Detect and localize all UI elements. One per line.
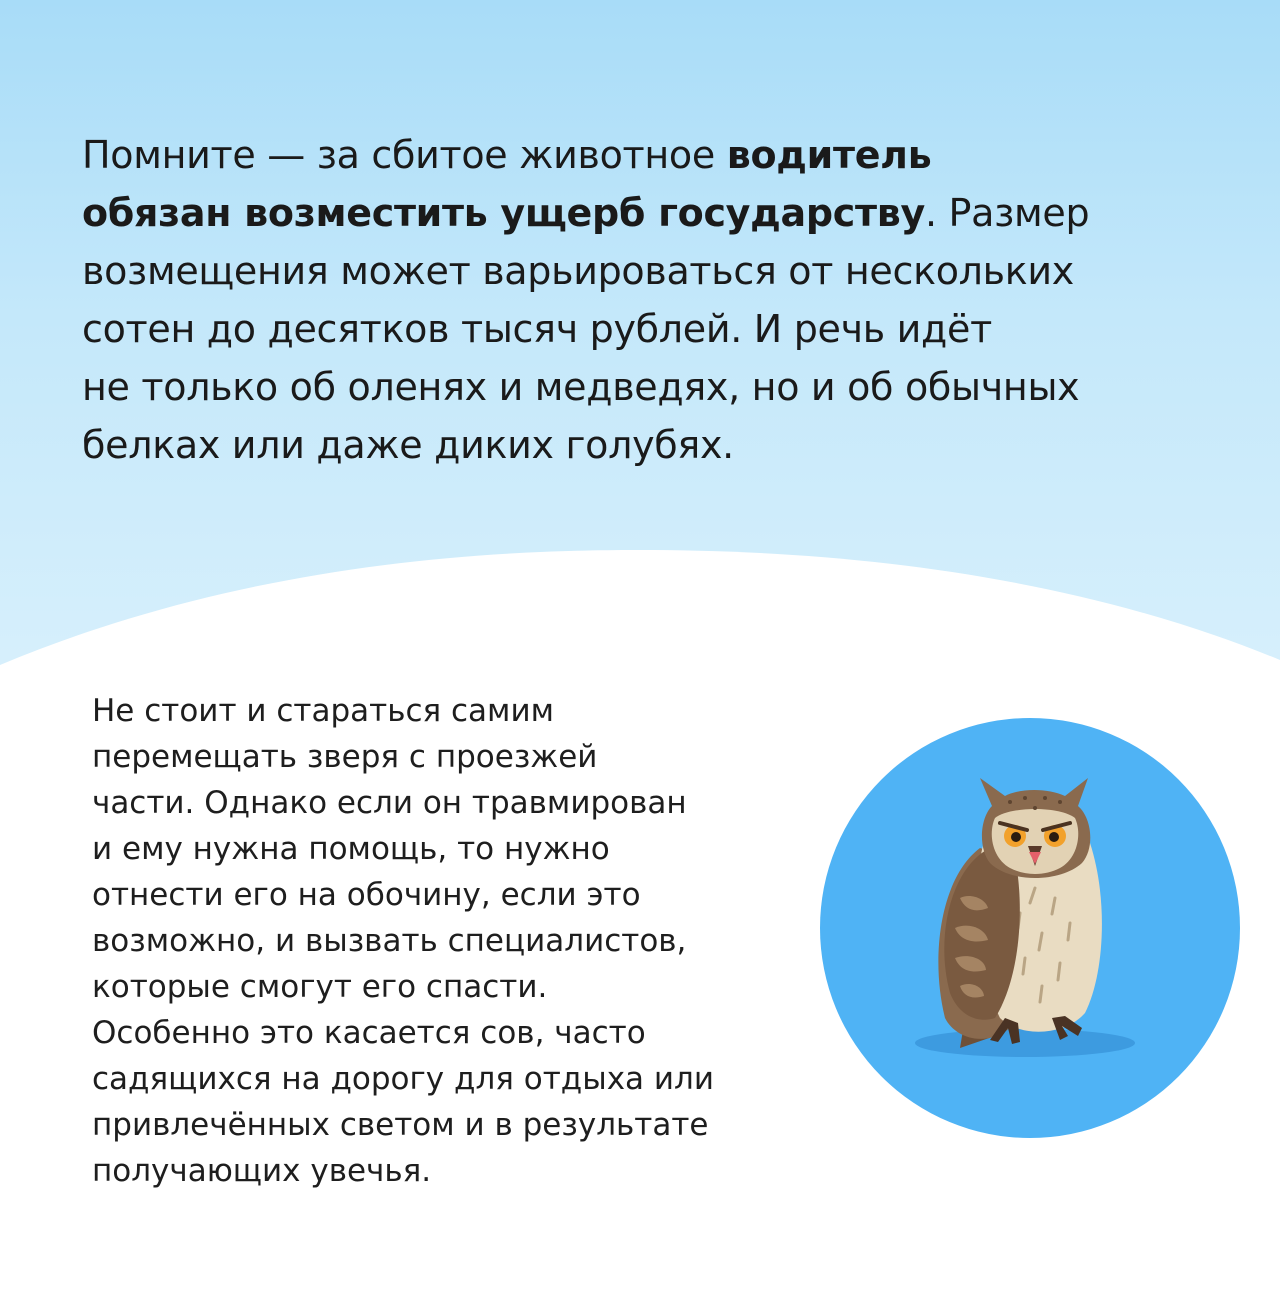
advice-line: Не стоит и стараться самим — [92, 693, 554, 729]
intro-line: возмещения может варьироваться от нескольких — [82, 249, 1075, 293]
intro-paragraph — [82, 126, 1212, 474]
intro-line: обязан возместить ущерб государству. Размер — [82, 191, 1090, 235]
owl-icon — [820, 718, 1240, 1138]
advice-line: привлечённых светом и в результате — [92, 1107, 709, 1143]
advice-line: и ему нужна помощь, то нужно — [92, 831, 610, 867]
advice-line: которые смогут его спасти. — [92, 969, 548, 1005]
advice-paragraph — [92, 688, 812, 1194]
advice-line: садящихся на дорогу для отдыха или — [92, 1061, 714, 1097]
intro-line: белках или даже диких голубях. — [82, 423, 734, 467]
advice-line: получающих увечья. — [92, 1153, 432, 1189]
intro-line: Помните — за сбитое животное водитель — [82, 133, 932, 177]
advice-line: части. Однако если он травмирован — [92, 785, 687, 821]
advice-line: возможно, и вызвать специалистов, — [92, 923, 687, 959]
advice-line: перемещать зверя с проезжей — [92, 739, 598, 775]
advice-line: Особенно это касается сов, часто — [92, 1015, 646, 1051]
advice-line: отнести его на обочину, если это — [92, 877, 641, 913]
intro-line: не только об оленях и медведях, но и об обычных — [82, 365, 1080, 409]
owl-illustration — [820, 718, 1240, 1138]
intro-line: сотен до десятков тысяч рублей. И речь идёт — [82, 307, 992, 351]
owl-shadow — [915, 1029, 1135, 1057]
